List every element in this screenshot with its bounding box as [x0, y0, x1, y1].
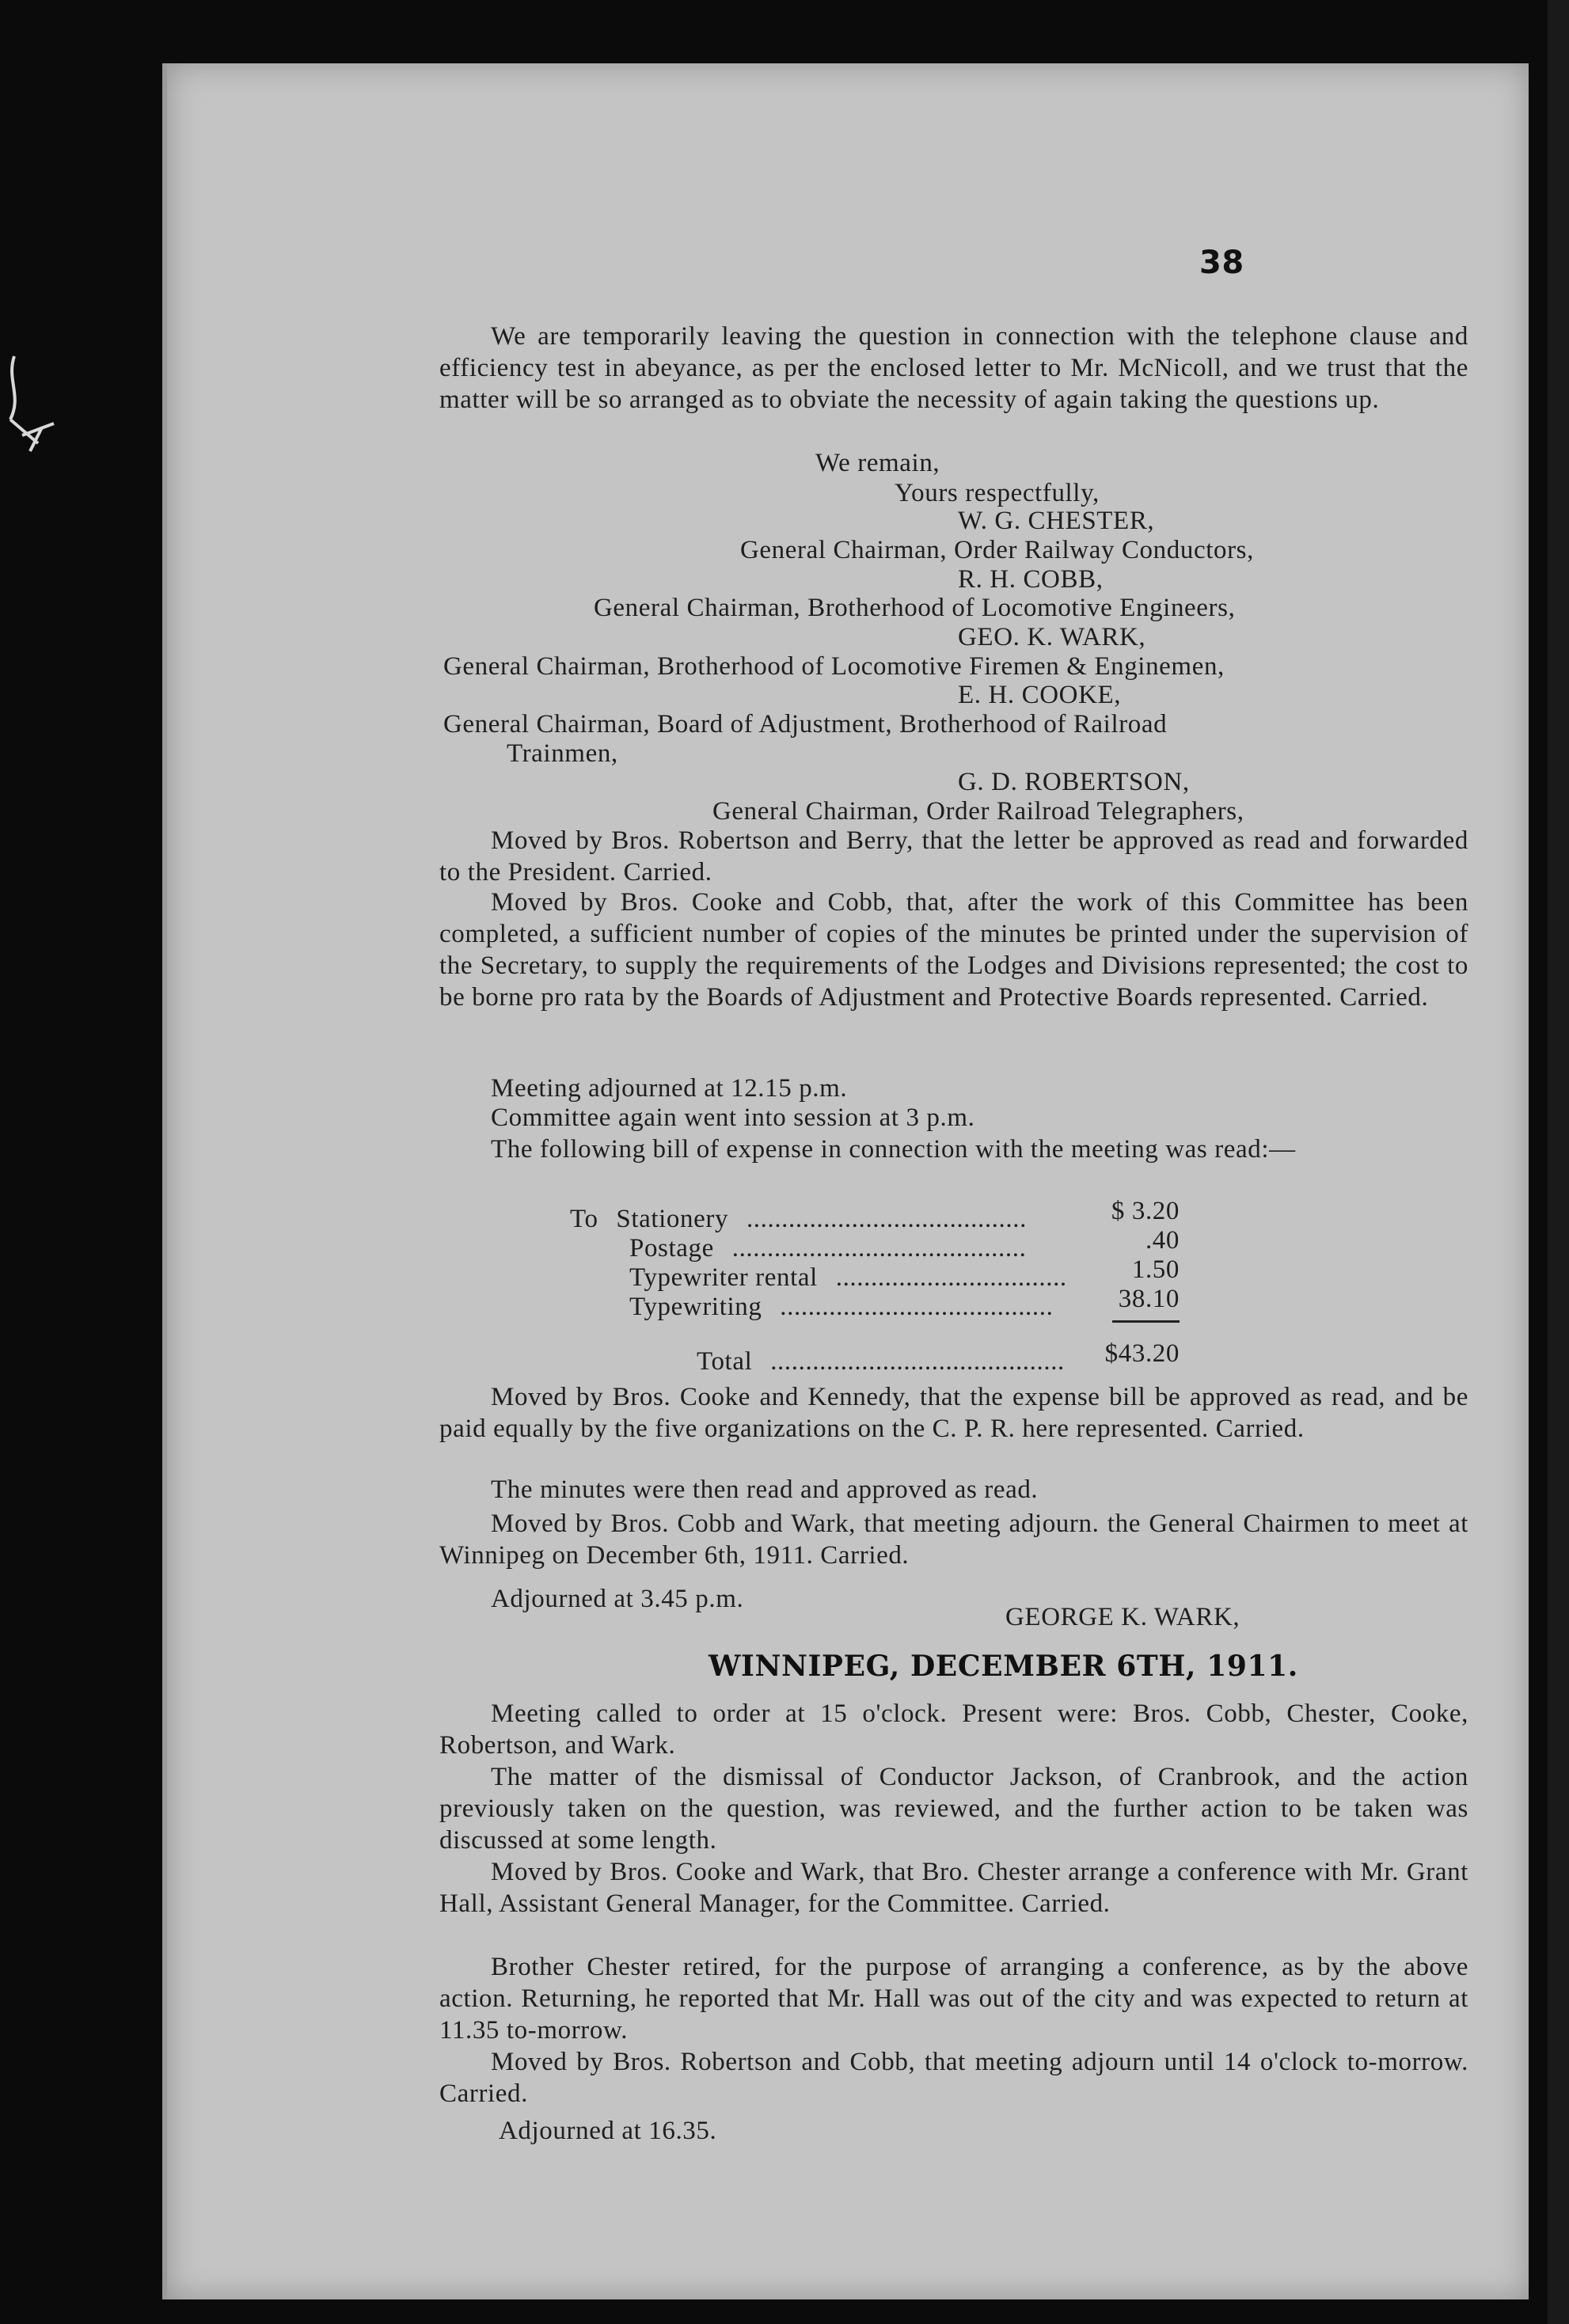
expense-amount: 1.50 [1131, 1255, 1180, 1284]
final-adjourned-note: Adjourned at 16.35. [499, 2117, 717, 2145]
expense-total-amount: $43.20 [1104, 1339, 1180, 1368]
expense-row [629, 1232, 1026, 1264]
bill-intro: The following bill of expense in connection with the meeting was read:— [491, 1135, 1296, 1164]
signatory-name: GEO. K. WARK, [958, 623, 1146, 651]
signatory-name: W. G. CHESTER, [958, 507, 1155, 535]
signatory-title-continued: Trainmen, [507, 739, 618, 768]
signatory-title: General Chairman, Brotherhood of Locomotive Engineers, [594, 594, 1236, 622]
chester-retired-paragraph: Brother Chester retired, for the purpose of arranging a conference, as by the above action. Returning, he reported that Mr. Hall was out of the city and was expected to return at 11.35 to-morrow. [439, 1953, 1468, 2045]
expense-row [629, 1291, 1053, 1323]
section-heading: WINNIPEG, DECEMBER 6TH, 1911. [709, 1650, 1298, 1683]
motion-cobb-wark: Moved by Bros. Cobb and Wark, that meeting adjourn. the General Chairmen to meet at Winnipeg on December 6th, 1911. Carried. [439, 1509, 1468, 1570]
meeting-adjourned-note: Meeting adjourned at 12.15 p.m. [491, 1074, 848, 1103]
expense-row [570, 1203, 1027, 1235]
signatory-title: General Chairman, Order Railway Conductors, [740, 536, 1254, 564]
letter-closing-respectfully: Yours respectfully, [895, 479, 1100, 507]
adjacent-page-edge [1548, 0, 1569, 2324]
expense-total-label: Total [697, 1347, 753, 1376]
secretary-signature: GEORGE K. WARK, [1005, 1603, 1240, 1631]
page-number: 38 [1199, 245, 1244, 281]
letter-closing-remain: We remain, [815, 449, 940, 477]
letter-paragraph: We are temporarily leaving the question in connection with the telephone clause and efficiency test in abeyance, as per the enclosed letter to Mr. McNicoll, and we trust that the matter will be so arranged as to obviate the necessity of again taking the questions up. [439, 322, 1468, 414]
expense-leader-dots: ....................................... [780, 1293, 1054, 1321]
subtotal-rule [1112, 1320, 1180, 1323]
expense-total-row [697, 1346, 1065, 1377]
expense-label: Postage [629, 1234, 714, 1263]
expense-amount: $ 3.20 [1111, 1197, 1180, 1225]
motion-robertson-berry: Moved by Bros. Robertson and Berry, that the letter be approved as read and forwarded to the President. Carried. [439, 826, 1468, 887]
expense-leader-dots: .......................................... [731, 1234, 1027, 1263]
signatory-name: G. D. ROBERTSON, [958, 768, 1190, 796]
expense-label: Typewriter rental [629, 1263, 818, 1292]
motion-cooke-cobb: Moved by Bros. Cooke and Cobb, that, after the work of this Committee has been completed, a sufficient number of copies of the minutes be printed under the supervision of the Secretary, to supply the requirements of the Lodges and Divisions represented; the cost to be borne pro rata by the Boards of Adjustment and Protective Boards represented. Carried. [439, 888, 1468, 1012]
meeting-called-paragraph: Meeting called to order at 15 o'clock. Present were: Bros. Cobb, Chester, Cooke, Robertson, and Wark. [439, 1699, 1468, 1760]
expense-label: Stationery [616, 1205, 729, 1233]
motion-cooke-kennedy: Moved by Bros. Cooke and Kennedy, that the expense bill be approved as read, and be paid equally by the five organizations on the C. P. R. here represented. Carried. [439, 1383, 1468, 1443]
signatory-name: E. H. COOKE, [958, 681, 1122, 709]
dismissal-paragraph: The matter of the dismissal of Conductor Jackson, of Cranbrook, and the action previously taken on the question, was reviewed, and the further action to be taken was discussed at some length. [439, 1763, 1468, 1855]
expense-prefix: To [570, 1205, 598, 1233]
adjourned-note: Adjourned at 3.45 p.m. [491, 1585, 744, 1613]
expense-amount: 38.10 [1118, 1285, 1180, 1313]
signatory-name: R. H. COBB, [958, 565, 1104, 594]
expense-label: Typewriting [629, 1293, 762, 1321]
signatory-title: General Chairman, Board of Adjustment, Brotherhood of Railroad [443, 710, 1168, 739]
signatory-title: General Chairman, Brotherhood of Locomotive Firemen & Enginemen, [443, 652, 1225, 681]
expense-leader-dots: ........................................ [746, 1205, 1027, 1233]
minutes-approved-note: The minutes were then read and approved as read. [491, 1475, 1039, 1504]
signatory-title: General Chairman, Order Railroad Telegraphers, [712, 797, 1244, 826]
expense-amount: .40 [1145, 1226, 1180, 1255]
motion-cooke-wark: Moved by Bros. Cooke and Wark, that Bro. Chester arrange a conference with Mr. Grant Hall, Assistant General Manager, for the Committee. Carried. [439, 1858, 1468, 1918]
expense-row [629, 1262, 1067, 1293]
session-resumed-note: Committee again went into session at 3 p.m. [491, 1103, 975, 1132]
motion-robertson-cobb: Moved by Bros. Robertson and Cobb, that meeting adjourn until 14 o'clock to-morrow. Carried. [439, 2048, 1468, 2108]
scan-artifact-mark [6, 348, 62, 475]
expense-leader-dots: .......................................... [770, 1347, 1065, 1376]
expense-leader-dots: ................................. [835, 1263, 1067, 1292]
